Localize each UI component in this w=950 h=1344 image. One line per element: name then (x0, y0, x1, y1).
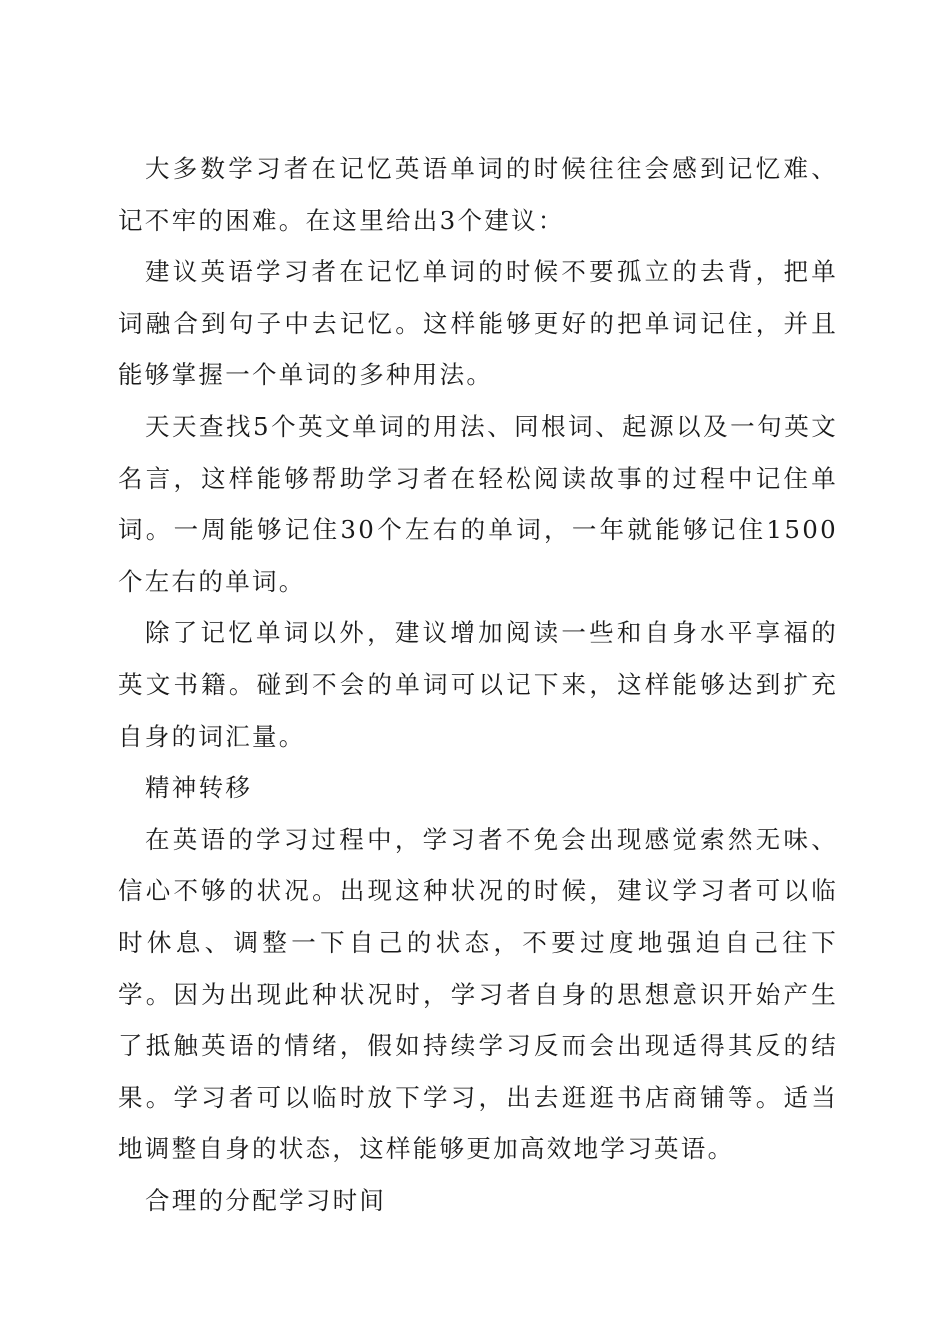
paragraph-intro: 大多数学习者在记忆英语单词的时候往往会感到记忆难、记不牢的困难。在这里给出3个建议： (118, 154, 838, 235)
heading-mental-shift: 精神转移 (145, 773, 253, 803)
heading-time-allocation: 合理的分配学习时间 (145, 1185, 387, 1215)
paragraph-suggestion-2: 天天查找5个英文单词的用法、同根词、起源以及一句英文名言，这样能够帮助学习者在轻松阅读故事的过程中记住单词。一周能够记住30个左右的单词，一年就能够记住1500个左右的单词。 (118, 411, 838, 596)
document-body (118, 143, 838, 1226)
paragraph-suggestion-3: 除了记忆单词以外，建议增加阅读一些和自身水平享福的英文书籍。碰到不会的单词可以记下来，这样能够达到扩充自身的词汇量。 (118, 618, 838, 751)
paragraph-mental-shift: 在英语的学习过程中，学习者不免会出现感觉索然无味、信心不够的状况。出现这种状况的时候，建议学习者可以临时休息、调整一下自己的状态，不要过度地强迫自己往下学。因为出现此种状况时，学习者自身的思想意识开始产生了抵触英语的情绪，假如持续学习反而会出现适得其反的结果。学习者可以临时放下学习，出去逛逛书店商铺等。适当地调整自身的状态，这样能够更加高效地学习英语。 (118, 824, 838, 1164)
paragraph-suggestion-1: 建议英语学习者在记忆单词的时候不要孤立的去背，把单词融合到句子中去记忆。这样能够更好的把单词记住，并且能够掌握一个单词的多种用法。 (118, 257, 838, 390)
